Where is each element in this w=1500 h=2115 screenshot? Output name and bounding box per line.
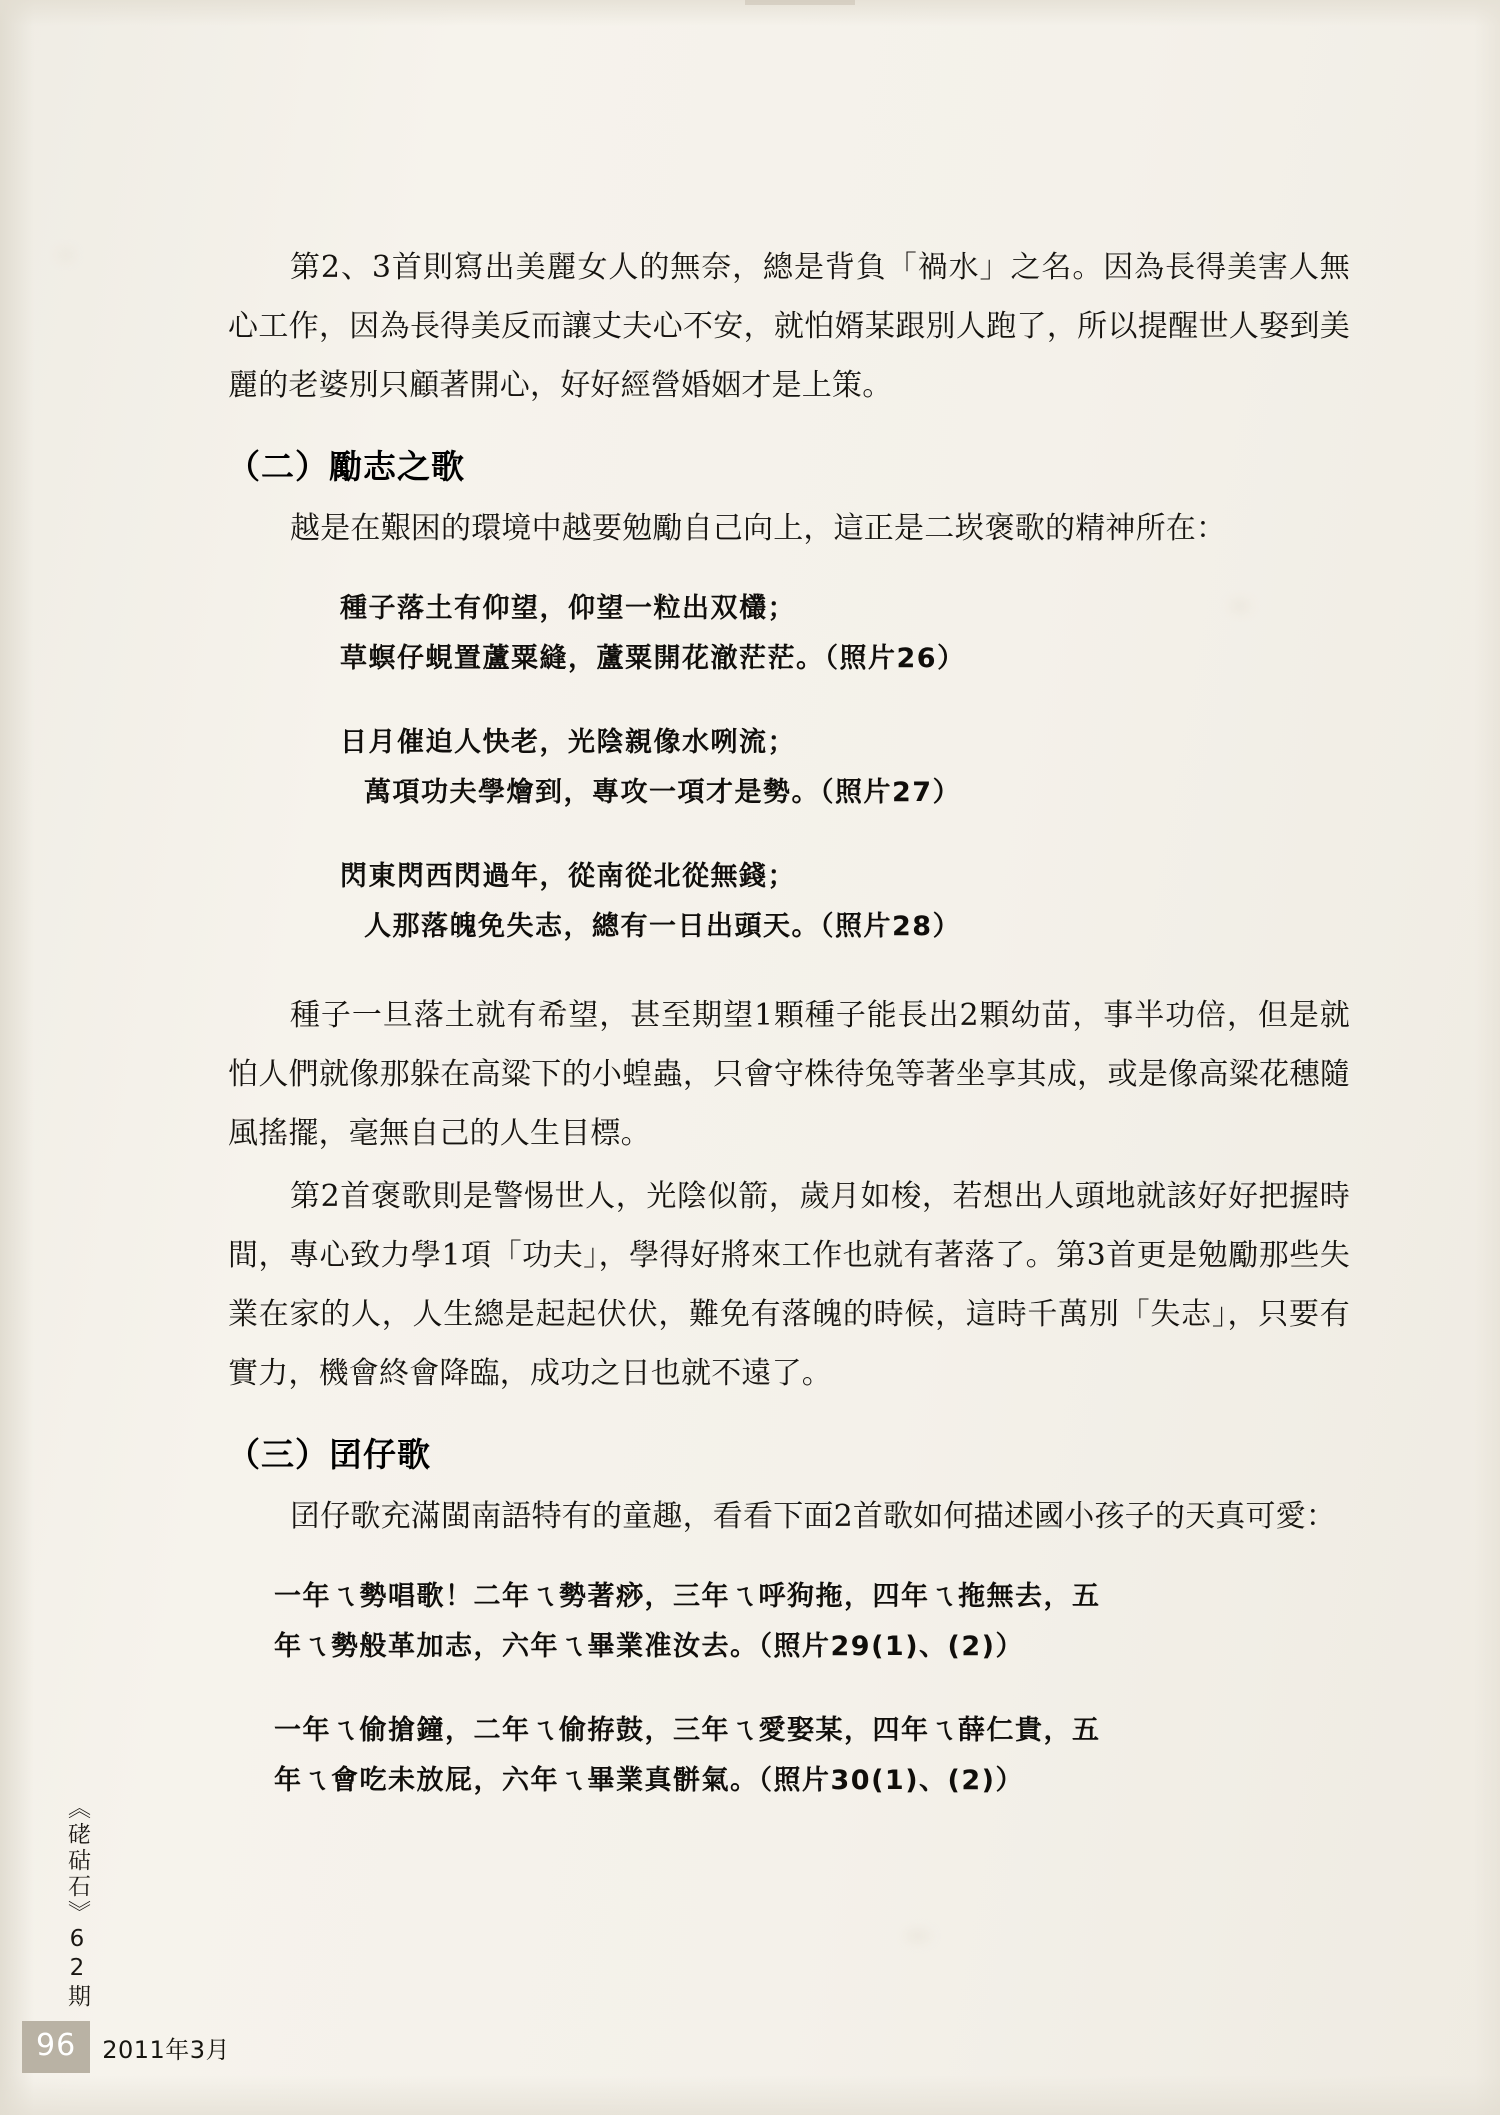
section-heading-children: （三）囝仔歌 <box>227 1435 431 1474</box>
paragraph-seed-commentary: 種子一旦落土就有希望，甚至期望1顆種子能長出2顆幼苗，事半功倍，但是就怕人們就像那躲在高粱下的小蝗蟲，只會守株待兔等著坐享其成，或是像高粱花穗隨風搖擺，毫無自己的人生目標。 <box>228 998 1350 1151</box>
page-content <box>228 238 1350 1806</box>
paragraph-intro: 第2、3首則寫出美麗女人的無奈，總是背負「禍水」之名。因為長得美害人無心工作，因為長得美反而讓丈夫心不安，就怕婿某跟別人跑了，所以提醒世人娶到美麗的老婆別只顧著開心，好好經營婚姻才是上策。 <box>228 250 1350 403</box>
verse-line: 一年ㄟ偷搶鐘，二年ㄟ偷拵鼓，三年ㄟ愛娶某，四年ㄟ薛仁貴，五 <box>274 1715 1101 1746</box>
page-footer <box>22 2021 230 2073</box>
verse-30 <box>228 1706 1350 1806</box>
section-heading-motivation: （二）勵志之歌 <box>227 447 465 486</box>
page-edge-shadow-left <box>0 0 34 2115</box>
verse-26 <box>228 584 1350 684</box>
spacer <box>228 952 1350 986</box>
verse-27 <box>228 718 1350 818</box>
verse-block-motivation <box>228 584 1350 952</box>
paper-speck <box>905 1930 931 1942</box>
page-edge-shadow-bottom <box>0 2075 1500 2115</box>
folio-date: 2011年3月 <box>102 2035 231 2064</box>
scan-artifact-top <box>745 0 855 5</box>
verse-line: 草螟仔蜆置蘆粟縫，蘆粟開花澈茫茫。（照片26） <box>340 643 966 674</box>
verse-line: 日月催迫人快老，光陰親像水咧流； <box>340 727 796 758</box>
verse-line: 人那落魄免失志，總有一日出頭天。（照片28） <box>364 911 962 942</box>
verse-28 <box>228 852 1350 952</box>
verse-block-children <box>228 1572 1350 1806</box>
paragraph-motivation-lead: 越是在艱困的環境中越要勉勵自己向上，這正是二崁褒歌的精神所在： <box>290 511 1227 546</box>
verse-line: 萬項功夫學燴到，專攻一項才是勢。（照片27） <box>364 777 962 808</box>
page-edge-shadow-right <box>1474 0 1500 2115</box>
paragraph-second-song-commentary: 第2首褒歌則是警惕世人，光陰似箭，歲月如梭，若想出人頭地就該好好把握時間，專心致力學1項「功夫」，學得好將來工作也就有著落了。第3首更是勉勵那些失業在家的人，人生總是起起伏伏，難免有落魄的時候，這時千萬別「失志」，只要有實力，機會終會降臨，成功之日也就不遠了。 <box>228 1179 1350 1391</box>
folio-page-number: 96 <box>22 2021 90 2073</box>
verse-line: 閃東閃西閃過年，從南從北從無錢； <box>340 861 796 892</box>
verse-line: 年ㄟ會吃未放屁，六年ㄟ畢業真骿氣。（照片30(1)、(2)） <box>274 1765 1025 1796</box>
spine-label: 《硓𥑮石》62期 <box>64 1796 90 2010</box>
paragraph-children-lead: 囝仔歌充滿閩南語特有的童趣，看看下面2首歌如何描述國小孩子的天真可愛： <box>290 1499 1337 1534</box>
verse-line: 種子落土有仰望，仰望一粒出双欉； <box>340 593 796 624</box>
verse-line: 年ㄟ勢般革加志，六年ㄟ畢業准汝去。（照片29(1)、(2)） <box>274 1631 1025 1662</box>
paper-speck <box>58 250 74 260</box>
verse-29 <box>228 1572 1350 1672</box>
verse-line: 一年ㄟ勢唱歌！二年ㄟ勢著痧，三年ㄟ呼狗拖，四年ㄟ拖無去，五 <box>274 1581 1101 1612</box>
